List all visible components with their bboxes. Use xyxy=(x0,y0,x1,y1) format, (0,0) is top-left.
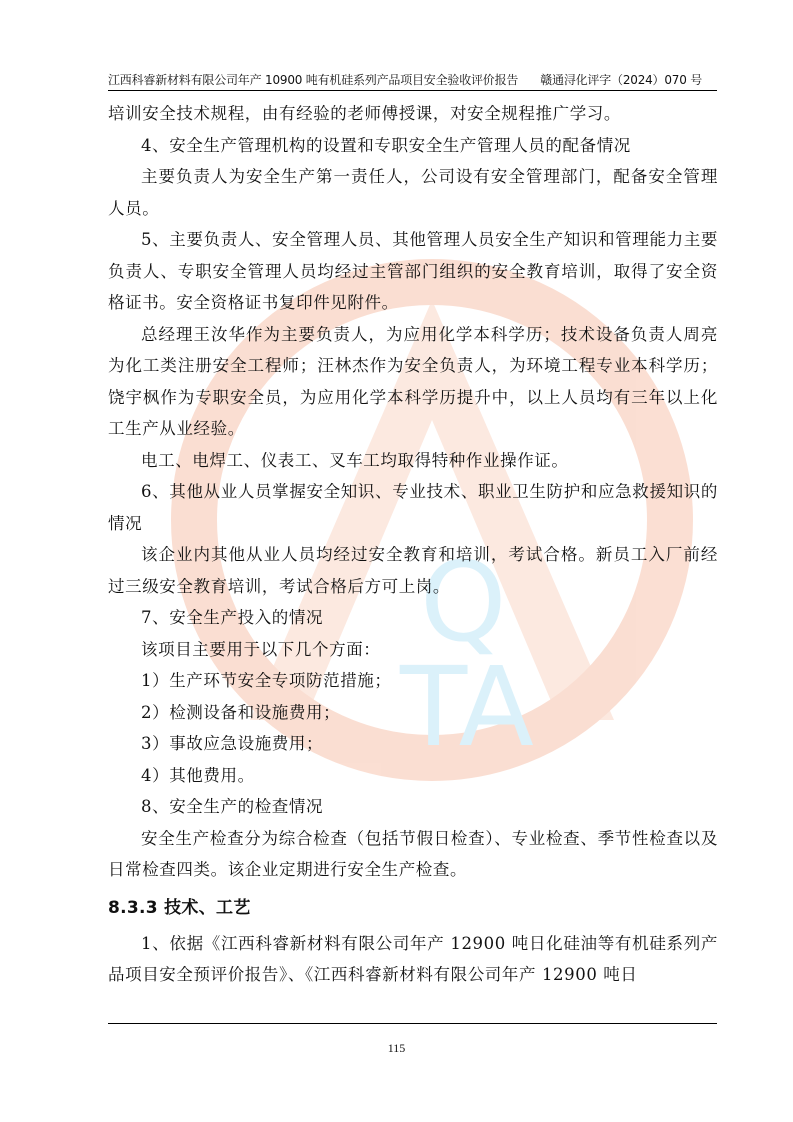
paragraph: 电工、电焊工、仪表工、叉车工均取得特种作业操作证。 xyxy=(141,450,569,470)
page-number: 115 xyxy=(387,1041,406,1055)
watermark-q: Q xyxy=(420,538,507,666)
paragraph: 1、依据《江西科睿新材料有限公司年产 12900 吨日化硅油等有机硅系列产品项目安全预评价报告》、《江西科睿新材料有限公司年产 12900 吨日 xyxy=(108,933,718,984)
watermark-ta: TA xyxy=(400,643,534,771)
paragraph: 5、主要负责人、安全管理人员、其他管理人员安全生产知识和管理能力主要负责人、专职安全管理人员均经过主管部门组织的安全教育培训，取得了安全资格证书。安全资格证书复印件见附件。 xyxy=(108,230,718,312)
header-title: 江西科睿新材料有限公司年产 10900 吨有机硅系列产品项目安全验收评价报告 xyxy=(108,73,519,87)
paragraph: 8、安全生产的检查情况 xyxy=(141,797,324,816)
paragraph: 7、安全生产投入的情况 xyxy=(141,608,324,627)
paragraph: 总经理王汝华作为主要负责人，为应用化学本科学历；技术设备负责人周亮为化工类注册安全工程师；汪林杰作为安全负责人，为环境工程专业本科学历；饶宇枫作为专职安全员，为应用化学本科学历提升中，以上人员均有三年以上化工生产从业经验。 xyxy=(108,324,718,438)
document-body xyxy=(108,98,718,991)
paragraph: 安全生产检查分为综合检查（包括节假日检查）、专业检查、季节性检查以及日常检查四类。该企业定期进行安全生产检查。 xyxy=(108,828,718,879)
paragraph: 6、其他从业人员掌握安全知识、专业技术、职业卫生防护和应急救援知识的情况 xyxy=(108,482,718,533)
list-item: 2）检测设备和设施费用； xyxy=(141,702,341,722)
list-item: 1）生产环节安全专项防范措施； xyxy=(141,671,392,690)
paragraph: 4、安全生产管理机构的设置和专职安全生产管理人员的配备情况 xyxy=(141,135,631,155)
paragraph: 该企业内其他从业人员均经过安全教育和培训，考试合格。新员工入厂前经过三级安全教育培训，考试合格后方可上岗。 xyxy=(108,545,718,596)
list-item: 4）其他费用。 xyxy=(141,765,255,785)
footer-divider xyxy=(108,1023,717,1024)
header-doc-code: 赣通浔化评字（2024）070 号 xyxy=(540,73,703,87)
page-header xyxy=(108,66,717,91)
paragraph: 培训安全技术规程，由有经验的老师傅授课，对安全规程推广学习。 xyxy=(108,104,621,123)
paragraph: 主要负责人为安全生产第一责任人，公司设有安全管理部门，配备安全管理人员。 xyxy=(108,167,718,218)
list-item: 3）事故应急设施费用； xyxy=(141,734,324,753)
section-heading: 8.3.3 技术、工艺 xyxy=(108,897,251,918)
paragraph: 该项目主要用于以下几个方面： xyxy=(141,639,381,659)
